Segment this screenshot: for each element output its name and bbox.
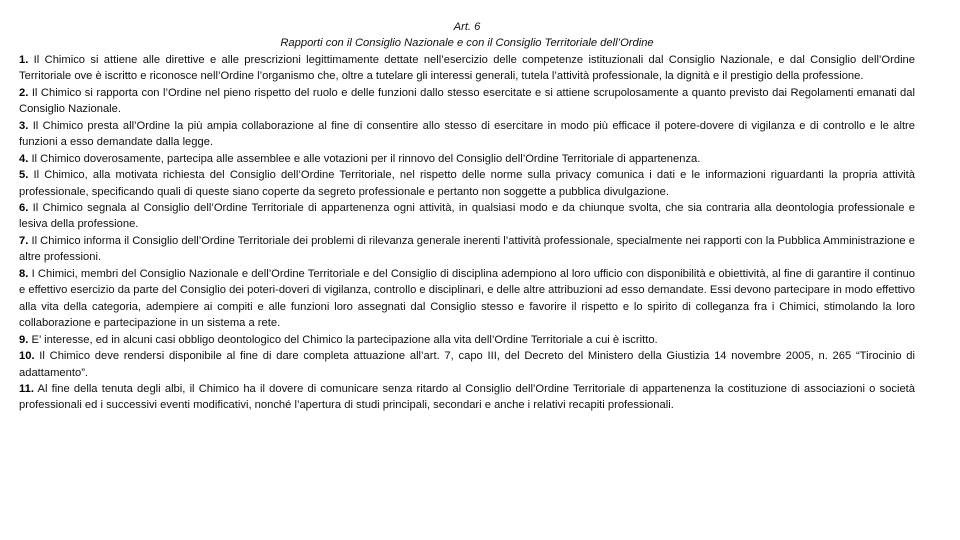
paragraph-number: 5. <box>19 169 29 182</box>
paragraph-text: Il Chimico, alla motivata richiesta del Consiglio dell’Ordine Territoriale, nel rispetto delle norme sulla privacy comunica i dati e le informazioni riguardanti la propria attività professionale, specificando quali di queste siano coperte da segreto professionale e pertanto non soggette a pubblica divulgazione. <box>19 169 915 198</box>
paragraph-text: Il Chimico si attiene alle direttive e alle prescrizioni legittimamente dettate nell’esercizio delle competenze istituzionali dal Consiglio Nazionale, e dal Consiglio dell’Ordine Territoriale ove è iscritto e riconosce nell’Ordine l’organismo che, oltre a tutelare gli interessi generali, tutela l’attività professionale, la dignità e il prestigio della professione. <box>19 53 915 83</box>
paragraph-number: 10. <box>19 350 35 363</box>
paragraph-6 <box>19 200 915 233</box>
paragraph-number: 6. <box>19 201 29 214</box>
paragraph-number: 7. <box>19 234 29 247</box>
paragraph-number: 1. <box>19 53 29 66</box>
paragraph-list <box>19 52 915 414</box>
paragraph-2 <box>19 85 915 118</box>
paragraph-11 <box>19 381 915 414</box>
paragraph-text: Il Chimico presta all’Ordine la più ampia collaborazione al fine di consentire allo stesso di esercitare in modo più efficace il potere-dovere di vigilanza e di controllo e le altre funzioni a esso demandate dalla legge. <box>19 119 915 149</box>
paragraph-text: Il Chimico si rapporta con l’Ordine nel pieno rispetto del ruolo e delle funzioni dallo stesso esercitate e si attiene scrupolosamente a quanto previsto dai Regolamenti emanati dal Consiglio Nazionale. <box>19 86 915 116</box>
paragraph-1 <box>19 52 915 85</box>
paragraph-9 <box>19 332 915 348</box>
paragraph-text: Il Chimico segnala al Consiglio dell’Ordine Territoriale di appartenenza ogni attività, in qualsiasi modo e da chiunque svolta, che sia contraria alla deontologia professionale e lesiva della professione. <box>19 201 915 231</box>
paragraph-number: 8. <box>19 267 29 280</box>
paragraph-text: I Chimici, membri del Consiglio Nazionale e dell’Ordine Territoriale e del Consiglio di disciplina adempiono al loro ufficio con disponibilità e obiettività, al fine di garantire il continuo e effettivo esercizio da parte del Consiglio dei poteri-doveri di vigilanza, controllo e disciplinari, e delle altre attribuzioni ad esso demandate. Essi devono partecipare in modo effettivo alla vita della categoria, adempiere ai compiti e alle funzioni loro assegnati dal Consiglio stesso e favorire il rispetto e lo spirito di colleganza fra i Chimici, stimolando la loro collaborazione e partecipazione in un sistema a rete. <box>19 267 915 330</box>
paragraph-number: 3. <box>19 119 29 132</box>
paragraph-3 <box>19 118 915 151</box>
paragraph-text: E’ interesse, ed in alcuni casi obbligo deontologico del Chimico la partecipazione alla vita dell’Ordine Territoriale a cui è iscritto. <box>28 333 658 346</box>
article-number: Art. 6 <box>453 21 481 33</box>
paragraph-number: 9. <box>19 333 29 346</box>
document-page <box>19 19 915 414</box>
paragraph-8 <box>19 266 915 332</box>
paragraph-5 <box>19 167 915 200</box>
article-heading: Rapporti con il Consiglio Nazionale e con il Consiglio Territoriale dell’Ordine <box>280 37 654 50</box>
paragraph-text: Al fine della tenuta degli albi, il Chimico ha il dovere di comunicare senza ritardo al Consiglio dell’Ordine Territoriale di appartenenza la costituzione di associazioni o società professionali ed i successivi eventi modificativi, nonché l’apertura di studi principali, secondari e anche i relativi recapiti professionali. <box>19 382 915 412</box>
paragraph-7 <box>19 233 915 266</box>
paragraph-text: Il Chimico deve rendersi disponibile al fine di dare completa attuazione all’art. 7, capo III, del Decreto del Ministero della Giustizia 14 novembre 2005, n. 265 “Tirocinio di adattamento”. <box>19 350 915 379</box>
paragraph-4 <box>19 151 915 167</box>
paragraph-text: Il Chimico informa il Consiglio dell’Ordine Territoriale dei problemi di rilevanza generale inerenti l’attività professionale, specialmente nei rapporti con la Pubblica Amministrazione e altre professioni. <box>19 234 915 264</box>
paragraph-number: 11. <box>19 382 34 395</box>
paragraph-number: 2. <box>19 86 29 99</box>
paragraph-10 <box>19 348 915 381</box>
paragraph-number: 4. <box>19 152 29 165</box>
paragraph-text: Il Chimico doverosamente, partecipa alle assemblee e alle votazioni per il rinnovo del Consiglio dell’Ordine Territoriale di appartenenza. <box>28 152 701 165</box>
